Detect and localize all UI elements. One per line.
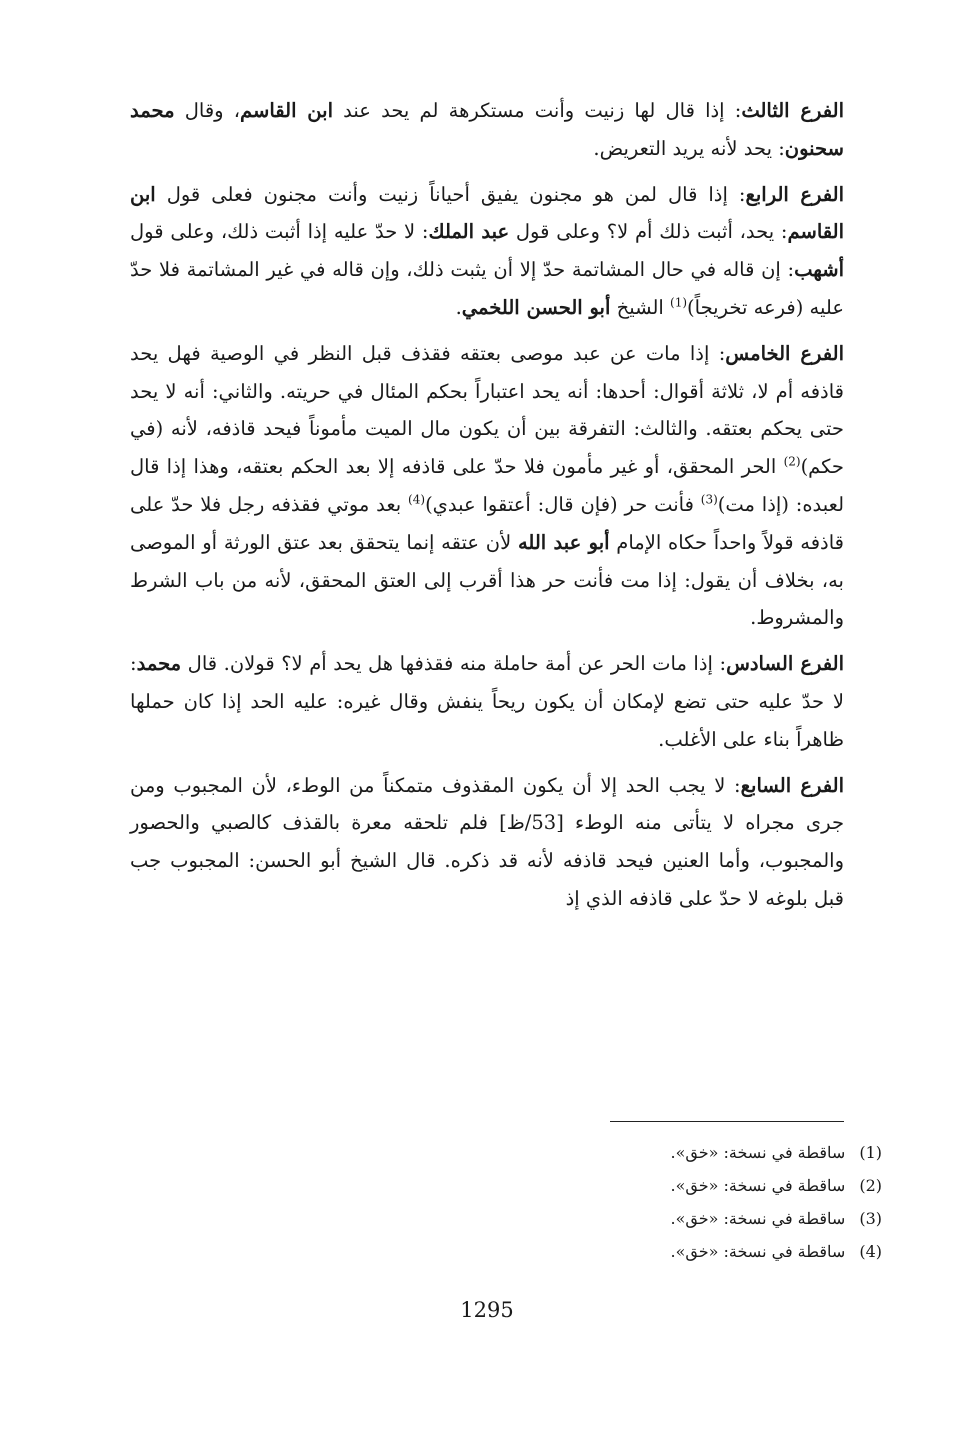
text-run: : لا يجب الحد إلا أن يكون المقذوف متمكناً من الوطء، لأن المجبوب ومن جرى مجراه لا يتأتى منه الوطء [53/ظ] فلم تلحقه معرة بالقذف كالصبي والحصور والمجبوب، وأما العنين فيحد قاذفه لأنه قد ذكره. قال الشيخ أبو الحسن: المجبوب جب قبل بلوغه لا حدّ على قاذفه الذي إذ — [130, 773, 844, 910]
footnote-marker: (2) — [783, 454, 801, 469]
body-text — [130, 92, 844, 926]
text-run: : إذا قال لمن هو مجنون يفيق أحياناً زنيت وأنت مجنون فعلى قول — [155, 182, 746, 206]
footnotes — [671, 1136, 882, 1268]
text-run: : يحد لأنه يريد التعريض. — [593, 136, 785, 160]
footnote-number: (1) — [859, 1143, 882, 1162]
bold-term: أبو الحسن اللخمي — [461, 295, 611, 319]
bold-term: محمد سحنون — [130, 99, 844, 160]
bold-term: أبو عبد الله — [517, 530, 610, 554]
bold-term: الفرع السادس — [726, 652, 844, 676]
bold-term: الفرع السابع — [740, 773, 844, 797]
footnote-text: ساقطة في نسخة: «خق». — [670, 1209, 846, 1228]
footnote-marker: (4) — [408, 492, 426, 507]
paragraph — [130, 335, 844, 637]
bold-term: ابن القاسم — [240, 99, 333, 122]
footnote-separator — [610, 1121, 844, 1122]
text-run: : إذا مات عن عبد موصى بعتقه فقذف قبل النظر في الوصية فهل يحد قاذفه أم لا، ثلاثة أقوال: أحدها: أنه يحد اعتباراً بحكم المئال في حريته. والثاني: أنه لا يحد حتى يحكم بعتقه. والثالث: التفرقة بين أن يكون مال الميت مأموناً فيحد قاذفه، لأنه (في حكم) — [130, 341, 844, 479]
bold-term: الفرع الثالث — [741, 99, 844, 122]
footnote-number: (4) — [859, 1242, 882, 1261]
text-run: : يحد، أثبت ذلك أم لا؟ وعلى قول — [509, 220, 788, 244]
text-run: : لا حدّ عليه إذا أثبت ذلك، وعلى قول — [130, 220, 429, 244]
footnote-marker: (1) — [670, 295, 688, 310]
paragraph — [130, 92, 844, 168]
footnote-number: (3) — [859, 1209, 882, 1228]
footnote-text: ساقطة في نسخة: «خق». — [670, 1242, 846, 1261]
text-run: لأن عتقه إنما يتحقق بعد عتق الورثة أو الموصى به، بخلاف أن يقول: إذا مت فأنت حر هذا أقرب إلى العتق المحقق، لأنه من باب الشرط والمشروط. — [130, 530, 844, 630]
bold-term: الفرع الرابع — [745, 182, 845, 206]
footnote-text: ساقطة في نسخة: «خق». — [670, 1176, 846, 1195]
footnote-text: ساقطة في نسخة: «خق». — [670, 1143, 846, 1162]
bold-term: أشهب — [794, 258, 844, 282]
footnote-number: (2) — [859, 1176, 882, 1195]
page-number: 1295 — [460, 1298, 514, 1322]
paragraph — [130, 176, 844, 327]
footnote — [671, 1235, 882, 1268]
bold-term: محمد — [136, 652, 182, 676]
footnote — [671, 1169, 882, 1202]
footnote-marker: (3) — [700, 492, 718, 507]
text-run: الحر المحقق، أو غير مأمون فلا حدّ على قاذفه إلا بعد الحكم بعتقه، وهذا إذا قال لعبده: (إذا مت) — [130, 455, 845, 516]
text-run: بعد موتي فقذفه رجل فلا حدّ على قاذفه قولاً واحداً حكاه الإمام — [130, 492, 844, 554]
footnote — [671, 1202, 882, 1235]
text-run: : إذا مات الحر عن أمة حاملة منه فقذفها هل يحد أم لا؟ قولان. قال — [181, 652, 727, 676]
bold-term: ابن القاسم — [130, 182, 844, 244]
text-run: : لا حدّ عليه حتى تضع لإمكان أن يكون ريحاً ينفش وقال غيره: عليه الحد إذا كان حملها ظاهراً بناء على الأغلب. — [130, 652, 844, 751]
text-run: فأنت حر (فإن قال: أعتقوا عبدي) — [425, 492, 701, 516]
text-run: الشيخ — [610, 295, 671, 319]
footnote — [671, 1136, 882, 1169]
paragraph — [130, 767, 844, 918]
text-run: : إن قاله في حال المشاتمة حدّ إلا أن يثبت ذلك، وإن قاله في غير المشاتمة فلا حدّ عليه (فرعه تخريجاً) — [130, 258, 844, 319]
text-run: ، وقال — [174, 99, 241, 122]
text-run: . — [455, 295, 462, 319]
paragraph — [130, 645, 844, 758]
bold-term: الفرع الخامس — [725, 341, 844, 365]
bold-term: عبد الملك — [428, 220, 510, 244]
text-run: : إذا قال لها زنيت وأنت مستكرهة لم يحد عند — [332, 99, 742, 122]
